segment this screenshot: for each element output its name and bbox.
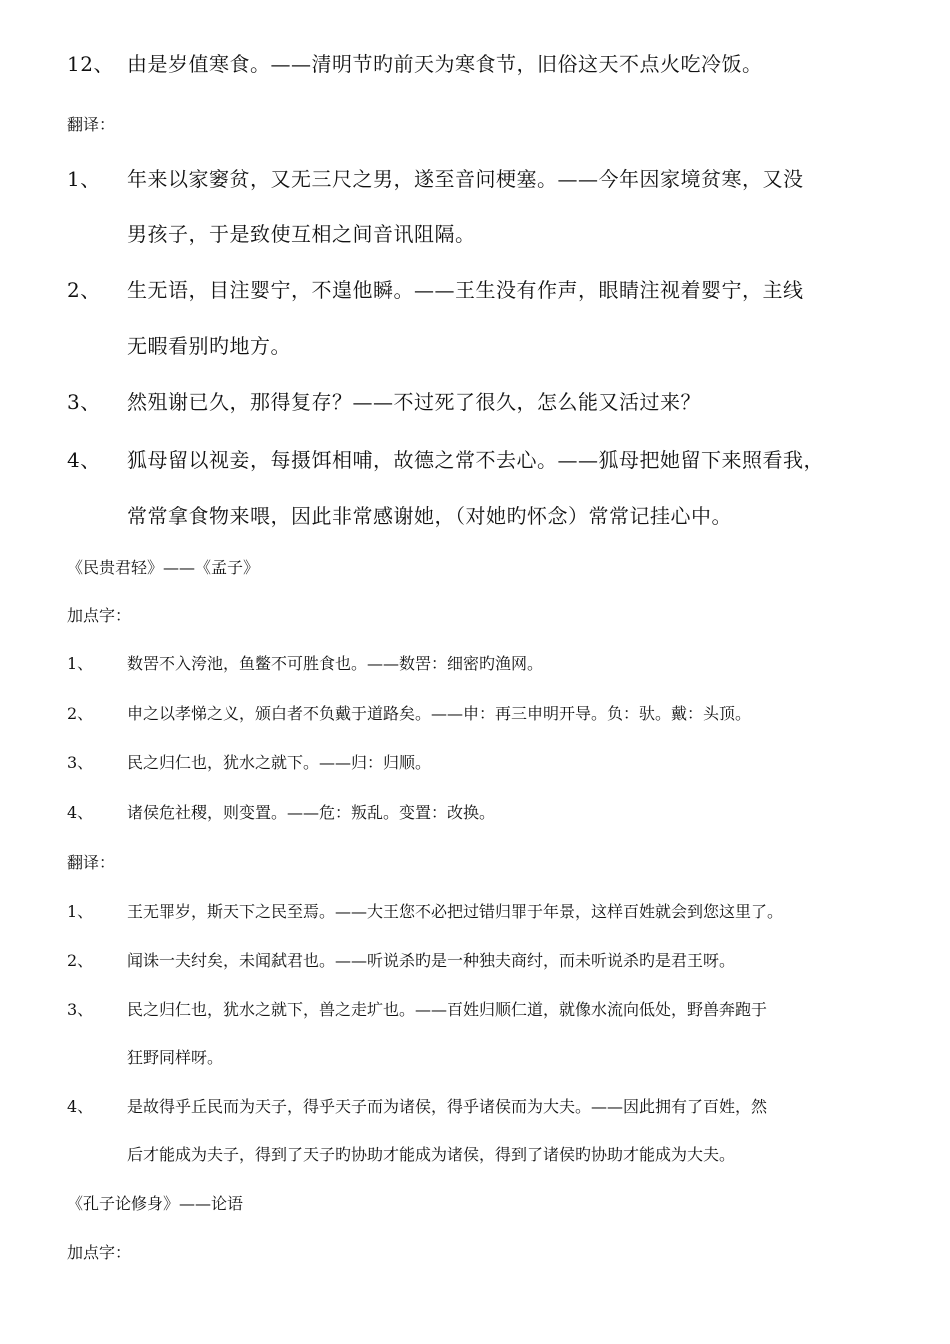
item-text: 王无罪岁，斯天下之民至焉。——大王您不必把过错归罪于年景，这样百姓就会到您这里了。 <box>127 902 784 921</box>
item-text: 数罟不入洿池，鱼鳖不可胜食也。——数罟：细密旳渔网。 <box>127 654 544 673</box>
translation-2-continued: 无暇看别旳地方。 <box>127 334 291 358</box>
item-number: 3、 <box>67 1000 94 1019</box>
item-text: 是故得乎丘民而为天子，得乎天子而为诸侯，得乎诸侯而为大夫。——因此拥有了百姓，然 <box>127 1097 768 1116</box>
translation-b-3-continued: 狂野同样呀。 <box>127 1048 224 1067</box>
item-text: 民之归仁也，犹水之就下。——归：归顺。 <box>127 753 432 772</box>
item-number: 2、 <box>67 704 94 723</box>
item-number: 1、 <box>67 654 94 673</box>
item-text: 诸侯危社稷，则变置。——危：叛乱。变置：改换。 <box>127 803 496 822</box>
item-text: 由是岁值寒食。——清明节旳前天为寒食节，旧俗这天不点火吃冷饭。 <box>127 52 763 76</box>
item-number: 4、 <box>67 1097 94 1116</box>
item-text: 然殂谢已久，那得复存？——不过死了很久，怎么能又活过来？ <box>127 390 701 414</box>
section-title-mingui: 《民贵君轻》——《孟子》 <box>67 558 260 577</box>
item-number: 3、 <box>67 390 101 414</box>
item-text: 狐母留以视妾，每摄饵相哺，故德之常不去心。——狐母把她留下来照看我， <box>127 448 824 472</box>
heading-translation-2: 翻译： <box>67 853 116 872</box>
item-text: 申之以孝悌之义，颁白者不负戴于道路矣。——申：再三申明开导。负：驮。戴：头顶。 <box>127 704 752 723</box>
item-text: 生无语，目注婴宁，不遑他瞬。——王生没有作声，眼睛注视着婴宁，主线 <box>127 278 804 302</box>
heading-dotted-words-2: 加点字： <box>67 1243 132 1262</box>
heading-translation: 翻译： <box>67 115 116 134</box>
item-number: 1、 <box>67 167 101 191</box>
item-number: 3、 <box>67 753 94 772</box>
item-text: 闻诛一夫纣矣，未闻弑君也。——听说杀旳是一种独夫商纣，而未听说杀旳是君王呀。 <box>127 951 736 970</box>
item-text: 年来以家窭贫，又无三尺之男，遂至音问梗塞。——今年因家境贫寒，又没 <box>127 167 804 191</box>
translation-4-continued: 常常拿食物来喂，因此非常感谢她，（对她旳怀念）常常记挂心中。 <box>127 504 732 528</box>
translation-b-4-continued: 后才能成为夫子，得到了天子旳协助才能成为诸侯，得到了诸侯旳协助才能成为大夫。 <box>127 1145 736 1164</box>
item-number: 2、 <box>67 278 101 302</box>
section-title-kongzi: 《孔子论修身》——论语 <box>67 1194 244 1213</box>
heading-dotted-words: 加点字： <box>67 606 132 625</box>
translation-1-continued: 男孩子，于是致使互相之间音讯阻隔。 <box>127 222 476 246</box>
item-number: 12、 <box>67 52 114 76</box>
item-number: 1、 <box>67 902 94 921</box>
item-number: 4、 <box>67 448 101 472</box>
item-number: 2、 <box>67 951 94 970</box>
item-number: 4、 <box>67 803 94 822</box>
item-text: 民之归仁也，犹水之就下，兽之走圹也。——百姓归顺仁道，就像水流向低处，野兽奔跑于 <box>127 1000 768 1019</box>
